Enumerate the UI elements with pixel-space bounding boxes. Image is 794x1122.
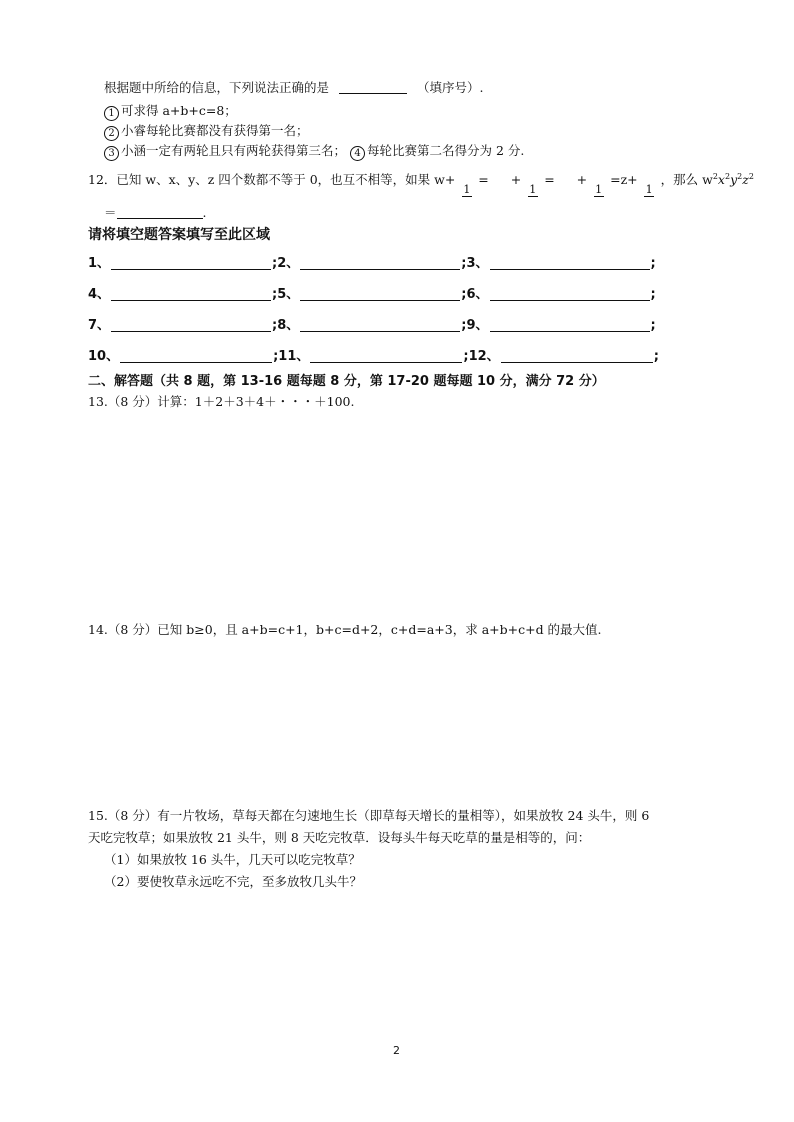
q13-text: 13.（8 分）计算：1＋2＋3＋4＋・・・＋100.: [88, 394, 355, 409]
page-number: 2: [393, 1044, 400, 1057]
q12-mid-text: ，那么 w: [660, 172, 713, 187]
option-4-text: 每轮比赛第二名得分为 2 分.: [367, 143, 525, 158]
answer-blank-1[interactable]: [111, 257, 271, 270]
q14-text: 14.（8 分）已知 b≥0，且 a+b=c+1，b+c=d+2，c+d=a+3，求 a+b+c+d 的最大值.: [88, 622, 602, 637]
q11-answer-blank: [339, 82, 407, 94]
q12-plus3: +: [576, 172, 588, 187]
option-number-2: 2: [104, 126, 119, 141]
q12-plus2: +: [510, 172, 522, 187]
fraction-numerator: 1: [595, 183, 603, 196]
section-2-title: 二、解答题（共 8 题，第 13-16 题每题 8 分，第 17-20 题每题 10 分，满分 72 分）: [88, 374, 605, 389]
option-2-text: 小睿每轮比赛都没有获得第一名；: [121, 123, 309, 138]
answer-blank-4[interactable]: [111, 288, 271, 301]
q12-eq1: =: [478, 172, 489, 187]
answer-row-4: 10、 ;11、 ;12、 ;: [88, 349, 659, 364]
fraction-1: [461, 184, 472, 208]
fraction-4: [644, 184, 655, 208]
q15-sub2: （2）要使牧草永远吃不完，至多放牧几头牛？: [104, 874, 362, 889]
fraction-numerator: 1: [463, 183, 471, 196]
answer-blank-3[interactable]: [490, 257, 650, 270]
answer-blank-5[interactable]: [300, 288, 460, 301]
answer-blank-9[interactable]: [490, 319, 650, 332]
option-number-4: 4: [350, 146, 365, 161]
q12-eq2: =: [544, 172, 555, 187]
q11-stem-text: 根据题中所给的信息，下列说法正确的是: [104, 80, 330, 95]
answer-row-3: 7、 ;8、 ;9、 ;: [88, 318, 656, 333]
fraction-numerator: 1: [645, 183, 653, 196]
q11-option-3-4: [104, 141, 524, 161]
q12-line2: ＝ .: [104, 205, 207, 220]
option-number-1: 1: [104, 106, 119, 121]
answer-area-title: 请将填空题答案填写至此区域: [88, 227, 270, 243]
answer-blank-12[interactable]: [501, 350, 653, 363]
answer-blank-11[interactable]: [310, 350, 462, 363]
q12-eq3: =z+: [610, 172, 638, 187]
q15-line1: 15.（8 分）有一片牧场，草每天都在匀速地生长（即草每天增长的量相等），如果放牧 24 头牛，则 6: [88, 808, 650, 823]
answer-row-2: 4、 ;5、 ;6、 ;: [88, 287, 656, 302]
q11-option-1: [104, 101, 237, 121]
q11-option-2: [104, 121, 309, 141]
fraction-numerator: 1: [529, 183, 537, 196]
q12-line1: 12．已知 w、x、y、z 四个数都不等于 0，也互不相等，如果 w+ 1 = + 1 = + 1 =z+ 1 ，那么 $w^2x^2y^2z^2$: [88, 170, 754, 208]
answer-row-1: 1、 ;2、 ;3、 ;: [88, 256, 656, 271]
q12-prefix: 12．已知 w、x、y、z 四个数都不等于 0，也互不相等，如果 w+: [88, 172, 456, 187]
q11-stem-tail: （填序号）.: [416, 80, 484, 95]
option-number-3: 3: [104, 146, 119, 161]
option-3-text: 小涵一定有两轮且只有两轮获得第三名；: [121, 143, 347, 158]
fraction-3: [593, 184, 604, 208]
answer-blank-7[interactable]: [111, 319, 271, 332]
answer-blank-2[interactable]: [300, 257, 460, 270]
fraction-2: [527, 184, 538, 208]
q12-equals: ＝: [104, 205, 117, 220]
answer-blank-6[interactable]: [490, 288, 650, 301]
answer-blank-8[interactable]: [300, 319, 460, 332]
option-1-text: 可求得 a+b+c=8；: [121, 103, 237, 118]
q15-line2: 天吃完牧草；如果放牧 21 头牛，则 8 天吃完牧草．设每头牛每天吃草的量是相等的，问：: [88, 830, 591, 845]
q12-answer-blank: [117, 207, 203, 219]
q11-stem: [104, 78, 483, 96]
q15-sub1: （1）如果放牧 16 头牛，几天可以吃完牧草？: [104, 852, 361, 867]
answer-blank-10[interactable]: [120, 350, 272, 363]
